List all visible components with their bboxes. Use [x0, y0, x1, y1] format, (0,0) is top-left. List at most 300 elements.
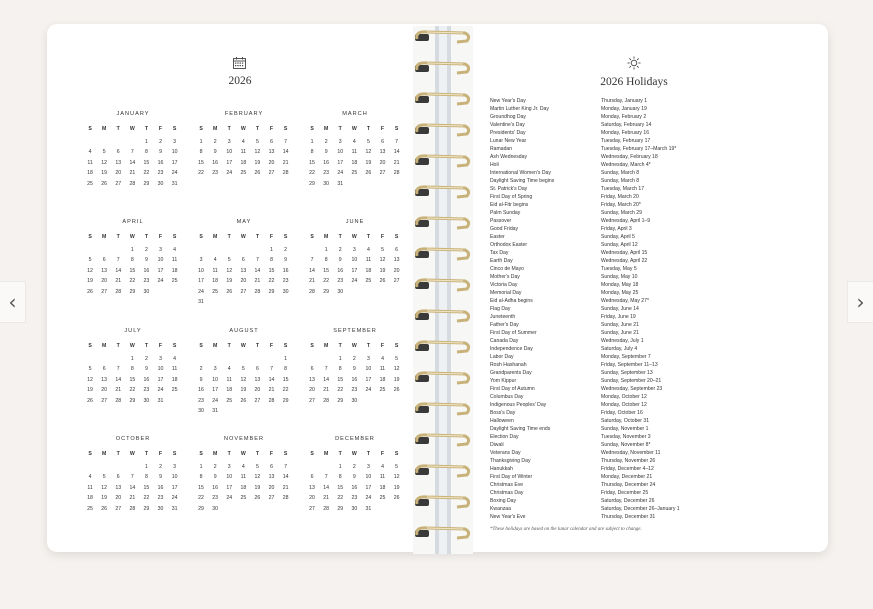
day-cell: 24	[171, 495, 178, 502]
day-cell: 10	[365, 474, 372, 481]
day-cell: 16	[337, 267, 344, 274]
previous-image-button[interactable]: ‹	[0, 281, 26, 323]
day-cell: 28	[115, 288, 122, 295]
day-cell: 26	[240, 397, 247, 404]
day-cell: 20	[254, 387, 261, 394]
weekday-label: S	[283, 234, 288, 240]
day-cell: 22	[323, 278, 330, 285]
day-cell: 23	[323, 170, 330, 177]
day-cell: 27	[309, 397, 315, 404]
month-name: NOVEMBER	[223, 436, 264, 442]
day-cell: 27	[268, 495, 275, 502]
holiday-date: Monday, May 18	[601, 282, 639, 288]
day-cell: 11	[171, 366, 178, 373]
weekday-label: W	[351, 126, 357, 132]
weekday-label: S	[394, 234, 399, 240]
month-grid	[305, 124, 405, 189]
day-cell: 16	[212, 159, 219, 166]
day-cell: 20	[101, 278, 108, 285]
day-cell: 16	[157, 484, 164, 491]
day-cell: 29	[323, 288, 330, 295]
spiral-binding	[413, 26, 473, 554]
day-cell: 21	[115, 278, 122, 285]
day-cell: 26	[87, 397, 93, 404]
day-cell: 10	[351, 257, 358, 264]
day-cell: 13	[240, 267, 247, 274]
holiday-date: Thursday, January 1	[601, 98, 648, 104]
month-name: OCTOBER	[115, 436, 151, 442]
day-cell: 17	[212, 387, 219, 394]
day-cell: 28	[282, 495, 289, 502]
month-grid	[83, 449, 183, 514]
day-cell: 14	[268, 376, 275, 383]
month-name: SEPTEMBER	[333, 328, 377, 334]
holiday-date: Monday, December 21	[601, 474, 653, 480]
holiday-row	[490, 137, 790, 145]
day-cell: 18	[240, 159, 247, 166]
day-cell: 13	[309, 376, 315, 383]
day-cell: 24	[198, 288, 204, 295]
holiday-name: Memorial Day	[490, 290, 522, 296]
month-grid	[83, 124, 183, 189]
holiday-date: Wednesday, February 18	[601, 154, 658, 160]
day-cell: 2	[144, 356, 148, 362]
day-cell: 5	[102, 149, 106, 156]
holiday-name: Labor Day	[490, 354, 514, 360]
day-cell: 15	[337, 484, 344, 491]
day-cell: 15	[309, 159, 315, 166]
holiday-name: Juneteenth	[490, 314, 516, 320]
day-cell: 26	[379, 278, 386, 285]
day-cell: 11	[226, 376, 232, 383]
holiday-name: First Day of Spring	[490, 194, 533, 200]
day-cell: 19	[87, 387, 93, 394]
weekday-label: T	[366, 343, 370, 349]
holiday-row	[490, 401, 790, 409]
day-cell: 16	[212, 484, 219, 491]
holiday-date: Friday, October 16	[601, 410, 643, 416]
day-cell: 12	[87, 376, 93, 383]
day-cell: 23	[212, 170, 219, 177]
weekday-label: S	[199, 343, 203, 349]
holiday-date: Saturday, December 26–January 1	[601, 506, 680, 512]
day-cell: 5	[88, 257, 92, 264]
day-cell: 28	[282, 170, 289, 177]
day-cell: 27	[309, 505, 315, 512]
day-cell: 28	[129, 505, 136, 512]
day-cell: 19	[87, 278, 93, 285]
day-cell: 11	[212, 267, 218, 274]
day-cell: 17	[226, 484, 233, 491]
day-cell: 25	[351, 170, 358, 177]
empty-day	[97, 462, 111, 472]
holiday-name: Earth Day	[490, 258, 513, 264]
day-cell: 24	[226, 170, 233, 177]
day-cell: 25	[379, 495, 386, 502]
day-cell: 31	[365, 505, 372, 512]
day-cell: 8	[130, 366, 134, 373]
day-cell: 7	[130, 149, 134, 156]
holiday-name: Boss's Day	[490, 410, 516, 416]
weekday-label: S	[394, 451, 399, 457]
holiday-name: Martin Luther King Jr. Day	[490, 106, 549, 112]
month-january	[83, 111, 183, 189]
day-cell: 18	[379, 484, 386, 491]
day-cell: 14	[323, 484, 330, 491]
day-cell: 21	[309, 278, 315, 285]
holiday-name: Mother's Day	[490, 274, 520, 280]
day-cell: 30	[282, 288, 289, 295]
day-cell: 4	[88, 149, 92, 156]
weekday-label: T	[366, 451, 370, 457]
holiday-date: Sunday, March 8	[601, 178, 640, 184]
holiday-name: Thanksgiving Day	[490, 458, 531, 464]
day-cell: 10	[157, 257, 164, 264]
weekday-label: F	[269, 126, 274, 132]
day-cell: 30	[337, 288, 344, 295]
weekday-label: S	[88, 234, 92, 240]
month-grid	[194, 449, 294, 514]
month-name: JUNE	[345, 219, 365, 225]
holiday-row	[490, 97, 790, 105]
weekday-label: W	[240, 126, 246, 132]
day-cell: 10	[157, 366, 164, 373]
day-cell: 11	[87, 484, 93, 491]
month-november	[194, 436, 294, 514]
day-cell: 29	[282, 397, 289, 404]
holiday-row	[490, 305, 790, 313]
holiday-name: Lunar New Year	[490, 138, 527, 144]
holiday-name: Good Friday	[490, 226, 519, 232]
next-image-button[interactable]: ›	[847, 281, 873, 323]
day-cell: 21	[282, 159, 289, 166]
day-cell: 27	[393, 278, 400, 285]
day-cell: 9	[199, 376, 203, 383]
holiday-row	[490, 449, 790, 457]
day-cell: 18	[379, 376, 386, 383]
day-cell: 30	[143, 288, 150, 295]
empty-day	[250, 245, 264, 255]
day-cell: 20	[309, 495, 315, 502]
day-cell: 6	[310, 474, 314, 481]
holiday-name: Orthodox Easter	[490, 242, 528, 248]
day-cell: 27	[379, 170, 386, 177]
weekday-label: W	[129, 126, 135, 132]
day-cell: 7	[130, 474, 134, 481]
empty-day	[83, 354, 97, 364]
day-cell: 17	[157, 376, 164, 383]
day-cell: 26	[393, 387, 400, 394]
empty-day	[194, 245, 208, 255]
weekday-label: M	[323, 451, 329, 457]
day-cell: 22	[129, 387, 136, 394]
holiday-name: Eid al-Fitr begins	[490, 202, 529, 208]
day-cell: 31	[157, 397, 164, 404]
day-cell: 10	[171, 149, 178, 156]
day-cell: 27	[115, 180, 122, 187]
holiday-row	[490, 361, 790, 369]
weekday-label: T	[255, 234, 259, 240]
day-cell: 8	[270, 257, 273, 264]
day-cell: 23	[143, 278, 150, 285]
weekday-label: F	[269, 451, 274, 457]
holiday-row	[490, 465, 790, 473]
holiday-row	[490, 329, 790, 337]
month-name: MARCH	[342, 111, 368, 117]
day-cell: 18	[240, 484, 247, 491]
empty-day	[83, 462, 97, 472]
weekday-label: M	[212, 126, 218, 132]
day-cell: 25	[171, 387, 178, 394]
holiday-date: Thursday, December 31	[601, 514, 656, 520]
holiday-name: Palm Sunday	[490, 210, 521, 216]
holiday-row	[490, 129, 790, 137]
day-cell: 1	[130, 356, 134, 362]
day-cell: 3	[366, 464, 370, 470]
holiday-date: Sunday, March 8	[601, 170, 640, 176]
holiday-date: Sunday, June 21	[601, 322, 639, 328]
weekday-label: W	[351, 343, 357, 349]
day-cell: 12	[393, 474, 400, 481]
day-cell: 20	[268, 484, 275, 491]
day-cell: 1	[284, 356, 288, 362]
day-cell: 27	[240, 288, 247, 295]
day-cell: 18	[351, 159, 358, 166]
holiday-date: Wednesday, September 23	[601, 386, 663, 392]
day-cell: 1	[310, 139, 314, 145]
day-cell: 21	[323, 387, 330, 394]
day-cell: 26	[365, 170, 372, 177]
weekday-label: F	[380, 343, 385, 349]
holiday-row	[490, 249, 790, 257]
day-cell: 19	[393, 484, 400, 491]
day-cell: 11	[379, 366, 386, 373]
day-cell: 7	[284, 464, 288, 470]
weekday-label: W	[240, 343, 246, 349]
holiday-row	[490, 281, 790, 289]
day-cell: 31	[212, 407, 219, 414]
holiday-name: First Day of Winter	[490, 474, 533, 480]
day-cell: 31	[337, 180, 344, 187]
holiday-name: Daylight Saving Time ends	[490, 426, 551, 432]
holiday-name: Eid al-Adha begins	[490, 298, 533, 304]
holiday-row	[490, 433, 790, 441]
day-cell: 2	[324, 139, 328, 145]
holiday-name: Daylight Saving Time begins	[490, 178, 555, 184]
weekday-label: W	[351, 234, 357, 240]
holiday-row	[490, 201, 790, 209]
month-name: DECEMBER	[335, 436, 375, 442]
holiday-date: Wednesday, May 27*	[601, 298, 649, 304]
day-cell: 20	[115, 170, 122, 177]
day-cell: 13	[101, 267, 108, 274]
holiday-row	[490, 225, 790, 233]
day-cell: 22	[268, 278, 275, 285]
holiday-row	[490, 289, 790, 297]
holiday-date: Friday, September 11–13	[601, 362, 658, 368]
day-cell: 9	[213, 474, 217, 481]
day-cell: 1	[324, 247, 328, 253]
month-october	[83, 436, 183, 514]
weekday-label: S	[172, 451, 177, 457]
holiday-name: Cinco de Mayo	[490, 266, 524, 272]
month-grid	[305, 449, 405, 514]
holiday-row	[490, 217, 790, 225]
day-cell: 9	[213, 149, 217, 156]
holiday-row	[490, 369, 790, 377]
weekday-label: T	[366, 126, 370, 132]
day-cell: 24	[337, 170, 344, 177]
day-cell: 10	[212, 376, 219, 383]
calendar-icon	[233, 57, 246, 69]
holiday-name: Easter	[490, 234, 505, 240]
day-cell: 1	[144, 464, 148, 470]
empty-day	[111, 354, 125, 364]
day-cell: 8	[310, 149, 314, 156]
holiday-name: Yom Kippur	[490, 378, 517, 384]
day-cell: 21	[254, 278, 261, 285]
day-cell: 12	[226, 267, 233, 274]
day-cell: 8	[284, 366, 288, 373]
day-cell: 10	[226, 149, 233, 156]
day-cell: 24	[226, 495, 233, 502]
day-cell: 3	[159, 356, 162, 362]
month-july	[83, 328, 183, 406]
empty-day	[111, 137, 125, 147]
weekday-label: W	[240, 234, 246, 240]
day-cell: 9	[159, 149, 162, 156]
weekday-label: F	[380, 234, 385, 240]
empty-day	[222, 245, 236, 255]
day-cell: 16	[143, 376, 150, 383]
day-cell: 10	[337, 149, 344, 156]
day-cell: 16	[198, 387, 204, 394]
day-cell: 29	[129, 288, 136, 295]
holiday-row	[490, 177, 790, 185]
day-cell: 12	[240, 376, 247, 383]
day-cell: 15	[129, 376, 136, 383]
day-cell: 5	[366, 139, 370, 145]
holiday-name: Indigenous Peoples' Day	[490, 402, 547, 408]
holiday-name: Tax Day	[490, 250, 509, 256]
holiday-date: Sunday, June 21	[601, 330, 639, 336]
day-cell: 14	[254, 267, 261, 274]
day-cell: 4	[173, 247, 177, 253]
day-cell: 30	[143, 397, 150, 404]
day-cell: 4	[352, 139, 356, 145]
holiday-row	[490, 497, 790, 505]
day-cell: 4	[227, 366, 231, 373]
day-cell: 30	[157, 180, 164, 187]
weekday-label: M	[101, 126, 107, 132]
day-cell: 19	[101, 170, 108, 177]
weekday-label: T	[144, 126, 148, 132]
day-cell: 26	[393, 495, 400, 502]
day-cell: 2	[352, 464, 356, 470]
holiday-name: Election Day	[490, 434, 519, 440]
weekday-label: M	[323, 343, 329, 349]
weekday-label: M	[323, 234, 329, 240]
day-cell: 15	[268, 267, 275, 274]
holiday-date: Sunday, June 14	[601, 306, 639, 312]
day-cell: 8	[130, 257, 134, 264]
day-cell: 15	[198, 484, 204, 491]
sun-icon	[627, 56, 641, 70]
day-cell: 8	[144, 474, 148, 481]
day-cell: 17	[365, 376, 372, 383]
empty-day	[83, 137, 97, 147]
empty-day	[319, 354, 333, 364]
day-cell: 12	[101, 484, 108, 491]
day-cell: 7	[310, 257, 314, 264]
day-cell: 10	[365, 366, 372, 373]
holiday-row	[490, 457, 790, 465]
day-cell: 3	[173, 464, 177, 470]
day-cell: 30	[212, 505, 219, 512]
day-cell: 23	[337, 278, 344, 285]
day-cell: 16	[282, 267, 289, 274]
day-cell: 14	[129, 159, 136, 166]
day-cell: 22	[309, 170, 315, 177]
month-december	[305, 436, 405, 514]
day-cell: 21	[129, 170, 136, 177]
day-cell: 18	[87, 170, 93, 177]
day-cell: 5	[88, 366, 92, 373]
day-cell: 14	[393, 149, 400, 156]
holiday-row	[490, 273, 790, 281]
holiday-date: Thursday, December 24	[601, 482, 656, 488]
day-cell: 27	[268, 170, 275, 177]
day-cell: 29	[268, 288, 275, 295]
day-cell: 2	[213, 139, 217, 145]
holiday-date: Tuesday, May 5	[601, 266, 637, 272]
holiday-date: Friday, March 20*	[601, 202, 641, 208]
holiday-row	[490, 169, 790, 177]
holiday-name: New Year's Day	[490, 98, 526, 104]
weekday-label: S	[199, 451, 203, 457]
day-cell: 18	[171, 267, 178, 274]
day-cell: 2	[284, 247, 288, 253]
empty-day	[111, 245, 125, 255]
holiday-name: Presidents' Day	[490, 130, 526, 136]
day-cell: 19	[254, 484, 261, 491]
month-name: FEBRUARY	[224, 111, 264, 117]
day-cell: 17	[198, 278, 204, 285]
day-cell: 17	[171, 484, 178, 491]
day-cell: 7	[116, 257, 120, 264]
day-cell: 7	[324, 474, 328, 481]
day-cell: 5	[395, 464, 399, 470]
weekday-label: T	[338, 451, 342, 457]
weekday-label: M	[101, 343, 107, 349]
holiday-name: Ash Wednesday	[490, 154, 527, 160]
holiday-row	[490, 385, 790, 393]
day-cell: 16	[157, 159, 164, 166]
weekday-label: S	[283, 126, 288, 132]
day-cell: 8	[338, 366, 342, 373]
day-cell: 21	[115, 387, 122, 394]
day-cell: 9	[159, 474, 162, 481]
holiday-row	[490, 297, 790, 305]
day-cell: 29	[309, 180, 315, 187]
weekday-label: T	[227, 451, 231, 457]
day-cell: 25	[87, 505, 93, 512]
empty-day	[305, 462, 319, 472]
empty-day	[97, 137, 111, 147]
day-cell: 4	[173, 356, 177, 362]
day-cell: 28	[254, 288, 261, 295]
weekday-label: S	[310, 451, 314, 457]
